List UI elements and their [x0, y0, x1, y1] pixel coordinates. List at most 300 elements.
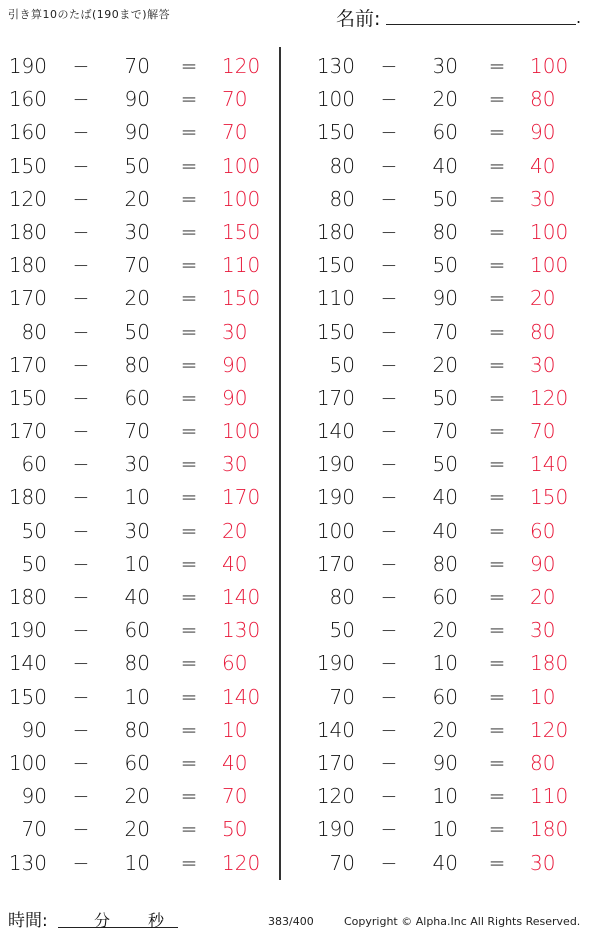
minuend: 190 — [316, 817, 355, 842]
answer: 140 — [530, 452, 569, 477]
answer: 120 — [530, 385, 569, 410]
minuend: 70 — [329, 684, 355, 709]
equals-sign: = — [488, 684, 506, 709]
minuend: 170 — [8, 419, 47, 444]
problem-row — [0, 812, 280, 845]
equals-sign: = — [488, 784, 506, 809]
equals-sign: = — [488, 385, 506, 410]
minus-sign: − — [72, 551, 90, 576]
subtrahend: 90 — [124, 87, 150, 112]
problem-row — [0, 746, 280, 779]
answer: 40 — [530, 153, 556, 178]
equals-sign: = — [488, 186, 506, 211]
minus-sign: − — [380, 750, 398, 775]
minuend: 170 — [8, 352, 47, 377]
answer: 70 — [222, 87, 248, 112]
equals-sign: = — [180, 87, 198, 112]
minuend: 50 — [21, 551, 47, 576]
subtrahend: 80 — [124, 717, 150, 742]
problem-row — [0, 348, 280, 381]
minuend: 80 — [329, 153, 355, 178]
answer: 50 — [222, 817, 248, 842]
answer: 150 — [222, 286, 261, 311]
minus-sign: − — [72, 153, 90, 178]
subtrahend: 80 — [432, 219, 458, 244]
minuend: 80 — [329, 585, 355, 609]
problem-column-right — [306, 49, 586, 879]
minus-sign: − — [380, 717, 398, 742]
minus-sign: − — [380, 518, 398, 543]
problem-column-left — [0, 49, 280, 879]
minus-sign: − — [380, 120, 398, 145]
problem-row — [0, 281, 280, 314]
problem-row — [0, 646, 280, 679]
minuend: 50 — [21, 518, 47, 543]
minus-sign: − — [380, 452, 398, 477]
minuend: 160 — [8, 120, 47, 145]
minuend: 180 — [8, 485, 47, 510]
problem-row — [0, 514, 280, 547]
minus-sign: − — [72, 585, 90, 609]
minus-sign: − — [72, 618, 90, 643]
equals-sign: = — [180, 253, 198, 278]
answer: 120 — [530, 717, 569, 742]
subtrahend: 90 — [432, 750, 458, 775]
minus-sign: − — [380, 319, 398, 344]
minuend: 150 — [316, 319, 355, 344]
problem-row — [306, 82, 586, 115]
subtrahend: 30 — [124, 518, 150, 543]
answer: 70 — [530, 419, 556, 444]
subtrahend: 70 — [432, 419, 458, 444]
subtrahend: 10 — [432, 784, 458, 809]
minus-sign: − — [380, 485, 398, 510]
answer: 40 — [222, 551, 248, 576]
subtrahend: 10 — [432, 817, 458, 842]
equals-sign: = — [488, 87, 506, 112]
subtrahend: 60 — [124, 385, 150, 410]
problem-row — [306, 514, 586, 547]
answer: 30 — [222, 452, 248, 477]
equals-sign: = — [488, 419, 506, 444]
answer: 110 — [222, 253, 261, 278]
answer: 150 — [222, 219, 261, 244]
minus-sign: − — [380, 385, 398, 410]
subtrahend: 20 — [124, 286, 150, 311]
problem-row — [0, 414, 280, 447]
subtrahend: 50 — [124, 319, 150, 344]
equals-sign: = — [180, 352, 198, 377]
problem-row — [0, 381, 280, 414]
answer: 100 — [530, 253, 569, 278]
equals-sign: = — [180, 817, 198, 842]
minus-sign: − — [380, 153, 398, 178]
minus-sign: − — [72, 186, 90, 211]
problem-row — [0, 149, 280, 182]
minus-sign: − — [380, 253, 398, 278]
minuend: 170 — [316, 750, 355, 775]
subtrahend: 10 — [124, 850, 150, 875]
answer: 170 — [222, 485, 261, 510]
equals-sign: = — [488, 286, 506, 311]
subtrahend: 10 — [432, 651, 458, 676]
answer: 100 — [222, 186, 261, 211]
problem-row — [0, 580, 280, 613]
answer: 70 — [222, 120, 248, 145]
subtrahend: 80 — [432, 551, 458, 576]
answer: 30 — [530, 618, 556, 643]
equals-sign: = — [180, 186, 198, 211]
minuend: 90 — [21, 717, 47, 742]
problem-row — [306, 812, 586, 845]
minus-sign: − — [380, 850, 398, 875]
equals-sign: = — [488, 219, 506, 244]
answer: 100 — [222, 419, 261, 444]
equals-sign: = — [488, 120, 506, 145]
subtrahend: 10 — [124, 551, 150, 576]
equals-sign: = — [488, 153, 506, 178]
minus-sign: − — [72, 750, 90, 775]
problem-row — [0, 680, 280, 713]
subtrahend: 60 — [432, 120, 458, 145]
minus-sign: − — [380, 618, 398, 643]
equals-sign: = — [180, 120, 198, 145]
equals-sign: = — [180, 618, 198, 643]
name-label: 名前: — [336, 8, 381, 30]
minus-sign: − — [380, 651, 398, 676]
minuend: 80 — [21, 319, 47, 344]
problem-row — [0, 82, 280, 115]
problem-row — [0, 215, 280, 248]
name-underline — [386, 24, 576, 25]
subtrahend: 70 — [124, 253, 150, 278]
equals-sign: = — [488, 452, 506, 477]
equals-sign: = — [488, 585, 506, 609]
minuend: 190 — [8, 54, 47, 78]
equals-sign: = — [180, 850, 198, 875]
subtrahend: 80 — [124, 651, 150, 676]
minus-sign: − — [380, 87, 398, 112]
subtrahend: 30 — [124, 219, 150, 244]
problem-row — [306, 248, 586, 281]
minuend: 50 — [329, 618, 355, 643]
equals-sign: = — [180, 54, 198, 78]
minuend: 160 — [8, 87, 47, 112]
time-label: 時間: — [8, 911, 48, 931]
minuend: 90 — [21, 784, 47, 809]
answer: 70 — [222, 784, 248, 809]
minus-sign: − — [72, 651, 90, 676]
equals-sign: = — [180, 651, 198, 676]
answer: 90 — [530, 551, 556, 576]
subtrahend: 40 — [432, 518, 458, 543]
minuend: 60 — [21, 452, 47, 477]
subtrahend: 70 — [432, 319, 458, 344]
problem-row — [0, 613, 280, 646]
minuend: 80 — [329, 186, 355, 211]
minus-sign: − — [380, 419, 398, 444]
answer: 10 — [530, 684, 556, 709]
subtrahend: 60 — [432, 684, 458, 709]
problem-row — [306, 49, 586, 82]
minus-sign: − — [72, 784, 90, 809]
minuend: 150 — [8, 153, 47, 178]
minuend: 150 — [316, 253, 355, 278]
subtrahend: 90 — [432, 286, 458, 311]
minus-sign: − — [72, 850, 90, 875]
minus-sign: − — [380, 352, 398, 377]
copyright-notice: Copyright © Alpha.Inc All Rights Reserved. — [344, 915, 581, 928]
minuend: 100 — [316, 87, 355, 112]
subtrahend: 60 — [432, 585, 458, 609]
minus-sign: − — [380, 551, 398, 576]
answer: 120 — [222, 850, 261, 875]
problem-row — [0, 547, 280, 580]
subtrahend: 40 — [432, 485, 458, 510]
equals-sign: = — [180, 684, 198, 709]
subtrahend: 60 — [124, 750, 150, 775]
subtrahend: 40 — [124, 585, 150, 609]
answer: 20 — [222, 518, 248, 543]
answer: 10 — [222, 717, 248, 742]
minus-sign: − — [380, 219, 398, 244]
problem-row — [306, 746, 586, 779]
answer: 150 — [530, 485, 569, 510]
minuend: 190 — [8, 618, 47, 643]
minus-sign: − — [72, 485, 90, 510]
minus-sign: − — [72, 253, 90, 278]
minuend: 100 — [316, 518, 355, 543]
answer: 180 — [530, 817, 569, 842]
minuend: 100 — [8, 750, 47, 775]
equals-sign: = — [180, 551, 198, 576]
subtrahend: 50 — [432, 253, 458, 278]
problem-row — [306, 480, 586, 513]
problem-row — [0, 115, 280, 148]
problem-row — [306, 115, 586, 148]
problem-row — [306, 182, 586, 215]
minus-sign: − — [380, 186, 398, 211]
problem-row — [306, 713, 586, 746]
subtrahend: 50 — [124, 153, 150, 178]
minuend: 180 — [8, 253, 47, 278]
minus-sign: − — [72, 352, 90, 377]
problem-row — [0, 480, 280, 513]
minus-sign: − — [72, 385, 90, 410]
minus-sign: − — [72, 518, 90, 543]
answer: 30 — [530, 352, 556, 377]
problem-row — [0, 713, 280, 746]
minuend: 70 — [329, 850, 355, 875]
answer: 20 — [530, 286, 556, 311]
equals-sign: = — [488, 352, 506, 377]
minus-sign: − — [72, 717, 90, 742]
equals-sign: = — [180, 319, 198, 344]
answer: 20 — [530, 585, 556, 609]
minuend: 190 — [316, 485, 355, 510]
subtrahend: 20 — [432, 87, 458, 112]
minus-sign: − — [72, 319, 90, 344]
problem-row — [0, 779, 280, 812]
answer: 90 — [530, 120, 556, 145]
equals-sign: = — [180, 750, 198, 775]
minus-sign: − — [380, 684, 398, 709]
equals-sign: = — [488, 518, 506, 543]
equals-sign: = — [180, 219, 198, 244]
equals-sign: = — [488, 253, 506, 278]
minus-sign: − — [72, 684, 90, 709]
answer: 30 — [530, 186, 556, 211]
problem-row — [306, 779, 586, 812]
problem-row — [0, 49, 280, 82]
problem-row — [306, 846, 586, 879]
minuend: 190 — [316, 452, 355, 477]
problem-row — [306, 215, 586, 248]
answer: 30 — [530, 850, 556, 875]
equals-sign: = — [488, 54, 506, 78]
equals-sign: = — [488, 485, 506, 510]
subtrahend: 10 — [124, 684, 150, 709]
subtrahend: 50 — [432, 452, 458, 477]
minutes-label: 分 — [94, 911, 111, 930]
minus-sign: − — [380, 585, 398, 609]
answer: 80 — [530, 319, 556, 344]
minuend: 170 — [316, 551, 355, 576]
answer: 130 — [222, 618, 261, 643]
minuend: 70 — [21, 817, 47, 842]
problem-row — [306, 580, 586, 613]
minuend: 140 — [8, 651, 47, 676]
minuend: 150 — [316, 120, 355, 145]
subtrahend: 20 — [124, 186, 150, 211]
subtrahend: 30 — [124, 452, 150, 477]
minuend: 150 — [8, 385, 47, 410]
problem-row — [0, 447, 280, 480]
minuend: 180 — [316, 219, 355, 244]
equals-sign: = — [180, 452, 198, 477]
subtrahend: 70 — [124, 54, 150, 78]
equals-sign: = — [180, 385, 198, 410]
minus-sign: − — [72, 419, 90, 444]
problem-row — [306, 281, 586, 314]
problem-row — [306, 348, 586, 381]
equals-sign: = — [488, 319, 506, 344]
problem-row — [0, 248, 280, 281]
equals-sign: = — [488, 618, 506, 643]
subtrahend: 20 — [432, 352, 458, 377]
equals-sign: = — [488, 850, 506, 875]
subtrahend: 80 — [124, 352, 150, 377]
problem-row — [306, 680, 586, 713]
minuend: 130 — [8, 850, 47, 875]
equals-sign: = — [488, 817, 506, 842]
minus-sign: − — [72, 87, 90, 112]
equals-sign: = — [180, 717, 198, 742]
equals-sign: = — [180, 518, 198, 543]
answer: 180 — [530, 651, 569, 676]
answer: 140 — [222, 585, 261, 609]
answer: 40 — [222, 750, 248, 775]
minus-sign: − — [72, 817, 90, 842]
equals-sign: = — [180, 153, 198, 178]
minuend: 110 — [316, 286, 355, 311]
answer: 90 — [222, 385, 248, 410]
answer: 100 — [530, 54, 569, 78]
answer: 140 — [222, 684, 261, 709]
minus-sign: − — [72, 286, 90, 311]
seconds-label: 秒 — [148, 911, 165, 930]
equals-sign: = — [180, 585, 198, 609]
subtrahend: 30 — [432, 54, 458, 78]
subtrahend: 40 — [432, 153, 458, 178]
minus-sign: − — [380, 817, 398, 842]
problem-row — [0, 315, 280, 348]
subtrahend: 20 — [432, 717, 458, 742]
answer: 60 — [530, 518, 556, 543]
equals-sign: = — [488, 651, 506, 676]
problem-row — [0, 846, 280, 879]
minus-sign: − — [380, 286, 398, 311]
minuend: 120 — [316, 784, 355, 809]
answer: 100 — [222, 153, 261, 178]
page-number: 383/400 — [268, 915, 314, 928]
subtrahend: 20 — [124, 784, 150, 809]
subtrahend: 20 — [432, 618, 458, 643]
subtrahend: 50 — [432, 385, 458, 410]
subtrahend: 20 — [124, 817, 150, 842]
subtrahend: 40 — [432, 850, 458, 875]
answer: 100 — [530, 219, 569, 244]
minus-sign: − — [72, 452, 90, 477]
problem-row — [306, 613, 586, 646]
answer: 80 — [530, 750, 556, 775]
problem-row — [306, 414, 586, 447]
problem-row — [0, 182, 280, 215]
minuend: 180 — [8, 585, 47, 609]
equals-sign: = — [180, 485, 198, 510]
equals-sign: = — [180, 286, 198, 311]
subtrahend: 50 — [432, 186, 458, 211]
minuend: 180 — [8, 219, 47, 244]
minuend: 170 — [8, 286, 47, 311]
minus-sign: − — [380, 784, 398, 809]
answer: 80 — [530, 87, 556, 112]
problem-row — [306, 646, 586, 679]
problem-row — [306, 447, 586, 480]
minus-sign: − — [380, 54, 398, 78]
minuend: 50 — [329, 352, 355, 377]
subtrahend: 90 — [124, 120, 150, 145]
subtrahend: 70 — [124, 419, 150, 444]
problem-row — [306, 149, 586, 182]
minuend: 190 — [316, 651, 355, 676]
equals-sign: = — [488, 717, 506, 742]
answer: 110 — [530, 784, 569, 809]
minus-sign: − — [72, 120, 90, 145]
subtrahend: 10 — [124, 485, 150, 510]
answer: 90 — [222, 352, 248, 377]
minuend: 140 — [316, 419, 355, 444]
name-period: . — [576, 8, 582, 27]
equals-sign: = — [180, 784, 198, 809]
equals-sign: = — [488, 750, 506, 775]
minus-sign: − — [72, 54, 90, 78]
subtrahend: 60 — [124, 618, 150, 643]
answer: 30 — [222, 319, 248, 344]
problem-row — [306, 315, 586, 348]
minuend: 150 — [8, 684, 47, 709]
answer: 120 — [222, 54, 261, 78]
